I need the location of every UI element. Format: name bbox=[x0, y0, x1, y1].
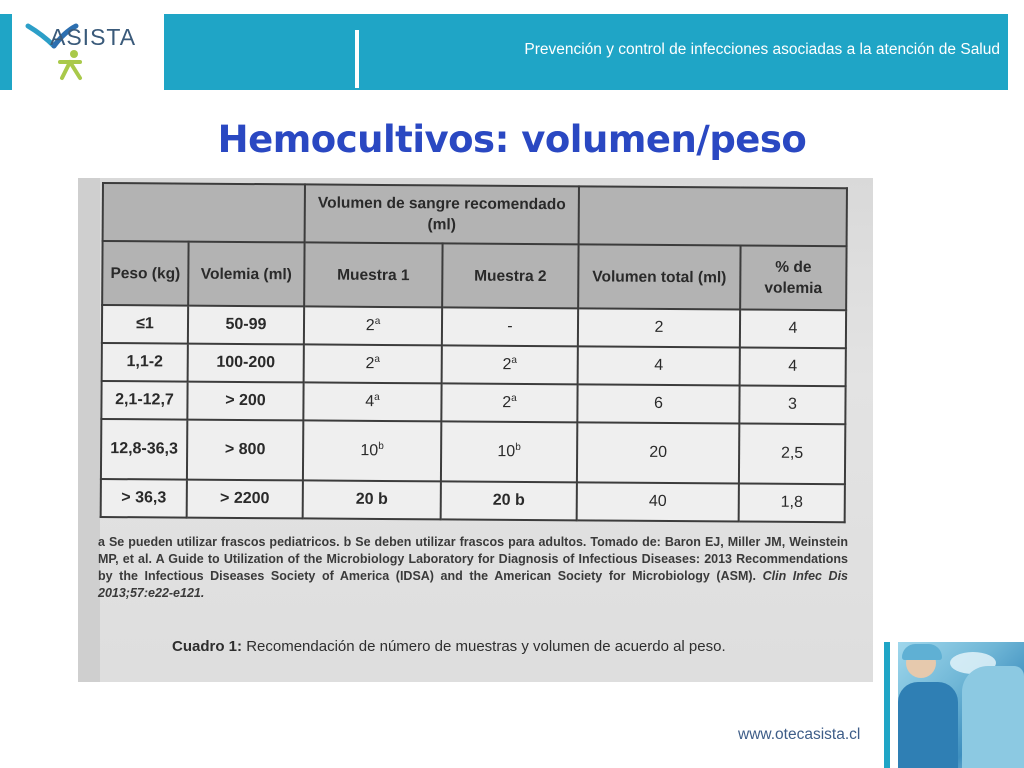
cell-muestra-2: 20 b bbox=[441, 481, 577, 520]
header-separator bbox=[355, 30, 359, 88]
cell-superscript: b bbox=[515, 442, 521, 454]
cell-value: 2 bbox=[502, 356, 512, 374]
website-url: www.otecasista.cl bbox=[738, 726, 861, 743]
cell-value: 4 bbox=[365, 393, 375, 411]
footnote-text: a Se pueden utilizar frascos pediatricos. b Se deben utilizar frascos para adultos. Tomado de: Baron EJ, Miller JM, Weinstein MP, et al. A Guide to Utilization of the Microbiology Laboratory for Diagnosis of Infectious Diseases: 2013 Recommendations by the Infectious Diseases Society of America (IDSA) and the American Society for Microbiology (ASM). bbox=[98, 535, 848, 583]
cell-volemia: > 200 bbox=[187, 382, 303, 421]
cell-volumen-total: 40 bbox=[577, 482, 739, 521]
cell-volemia: > 800 bbox=[187, 420, 303, 481]
cell-value: 10 bbox=[360, 442, 379, 460]
cell-volumen-total: 6 bbox=[577, 384, 739, 423]
cell-volemia: 50-99 bbox=[188, 306, 304, 345]
cell-pct-volemia: 1,8 bbox=[739, 483, 845, 522]
cell-value: 2 bbox=[365, 317, 375, 335]
cell-muestra-1: 20 b bbox=[303, 480, 441, 519]
caption-label: Cuadro 1: bbox=[172, 638, 243, 655]
slide-title: Hemocultivos: volumen/peso bbox=[217, 118, 807, 161]
blood-volume-table bbox=[100, 182, 848, 523]
footnote-reference: Clin Infec Dis 2013;57:e22-e121. bbox=[98, 569, 849, 600]
table-footnote bbox=[98, 534, 848, 602]
cell-peso: 1,1-2 bbox=[102, 343, 188, 382]
cell-volemia: 100-200 bbox=[188, 344, 304, 383]
cell-muestra-1 bbox=[303, 382, 441, 421]
table-photo bbox=[78, 178, 873, 682]
cell-volumen-total: 2 bbox=[578, 308, 740, 347]
table-group-header-row bbox=[103, 183, 847, 246]
cell-volemia: > 2200 bbox=[187, 480, 303, 519]
footer-accent-bar bbox=[884, 642, 890, 768]
table-row bbox=[101, 381, 845, 424]
cell-pct-volemia: 2,5 bbox=[739, 423, 845, 484]
table-row bbox=[101, 479, 845, 522]
cell-value: 2 bbox=[365, 355, 375, 373]
cell-muestra-2 bbox=[442, 307, 578, 346]
col-header-peso: Peso (kg) bbox=[102, 241, 188, 306]
col-header-volemia: Volemia (ml) bbox=[188, 242, 304, 307]
table-row bbox=[102, 305, 846, 348]
cell-superscript: a bbox=[374, 354, 381, 366]
cell-superscript: a bbox=[374, 392, 380, 404]
cell-muestra-1 bbox=[304, 344, 442, 383]
cell-peso: 2,1-12,7 bbox=[101, 381, 187, 420]
cell-superscript: a bbox=[511, 393, 517, 405]
header-tagline: Prevención y control de infecciones asociadas a la atención de Salud bbox=[524, 41, 1000, 58]
cell-peso: 12,8-36,3 bbox=[101, 419, 187, 480]
cell-pct-volemia: 4 bbox=[740, 347, 846, 386]
surgery-photo bbox=[898, 642, 1024, 768]
cell-muestra-2 bbox=[441, 421, 577, 482]
col-header-muestra-2: Muestra 2 bbox=[442, 243, 578, 308]
photo-edge bbox=[78, 178, 100, 682]
cell-peso: > 36,3 bbox=[101, 479, 187, 518]
col-header-pct-volemia: % de volemia bbox=[740, 245, 846, 310]
photo-figure-cap bbox=[902, 644, 942, 660]
cell-muestra-1 bbox=[304, 306, 442, 345]
cell-value: - bbox=[507, 317, 513, 335]
cell-superscript: a bbox=[511, 355, 518, 367]
cell-peso: ≤1 bbox=[102, 305, 188, 344]
photo-figure bbox=[898, 682, 958, 768]
table-header-empty bbox=[103, 183, 305, 242]
table-header-empty bbox=[579, 186, 847, 246]
cell-value: 10 bbox=[497, 443, 516, 461]
cell-volumen-total: 20 bbox=[577, 422, 739, 483]
cell-superscript: b bbox=[378, 441, 384, 453]
table-row bbox=[101, 419, 845, 484]
cell-superscript: a bbox=[374, 316, 381, 328]
photo-figure bbox=[962, 666, 1024, 768]
table-caption bbox=[172, 638, 726, 655]
header-left-accent bbox=[0, 14, 12, 90]
caption-text: Recomendación de número de muestras y volumen de acuerdo al peso. bbox=[246, 638, 726, 655]
cell-value: 2 bbox=[502, 394, 512, 412]
cell-muestra-1 bbox=[303, 420, 441, 481]
table-header-row bbox=[102, 241, 846, 310]
cell-muestra-2 bbox=[442, 345, 578, 384]
table-row bbox=[102, 343, 846, 386]
cell-volumen-total: 4 bbox=[578, 346, 740, 385]
cell-muestra-2 bbox=[441, 383, 577, 422]
cell-pct-volemia: 4 bbox=[740, 309, 846, 348]
table-group-header: Volumen de sangre recomendado (ml) bbox=[305, 184, 579, 244]
col-header-volumen-total: Volumen total (ml) bbox=[578, 244, 740, 309]
col-header-muestra-1: Muestra 1 bbox=[304, 242, 442, 307]
cell-pct-volemia: 3 bbox=[739, 385, 845, 424]
logo-text: ASISTA bbox=[50, 24, 137, 50]
